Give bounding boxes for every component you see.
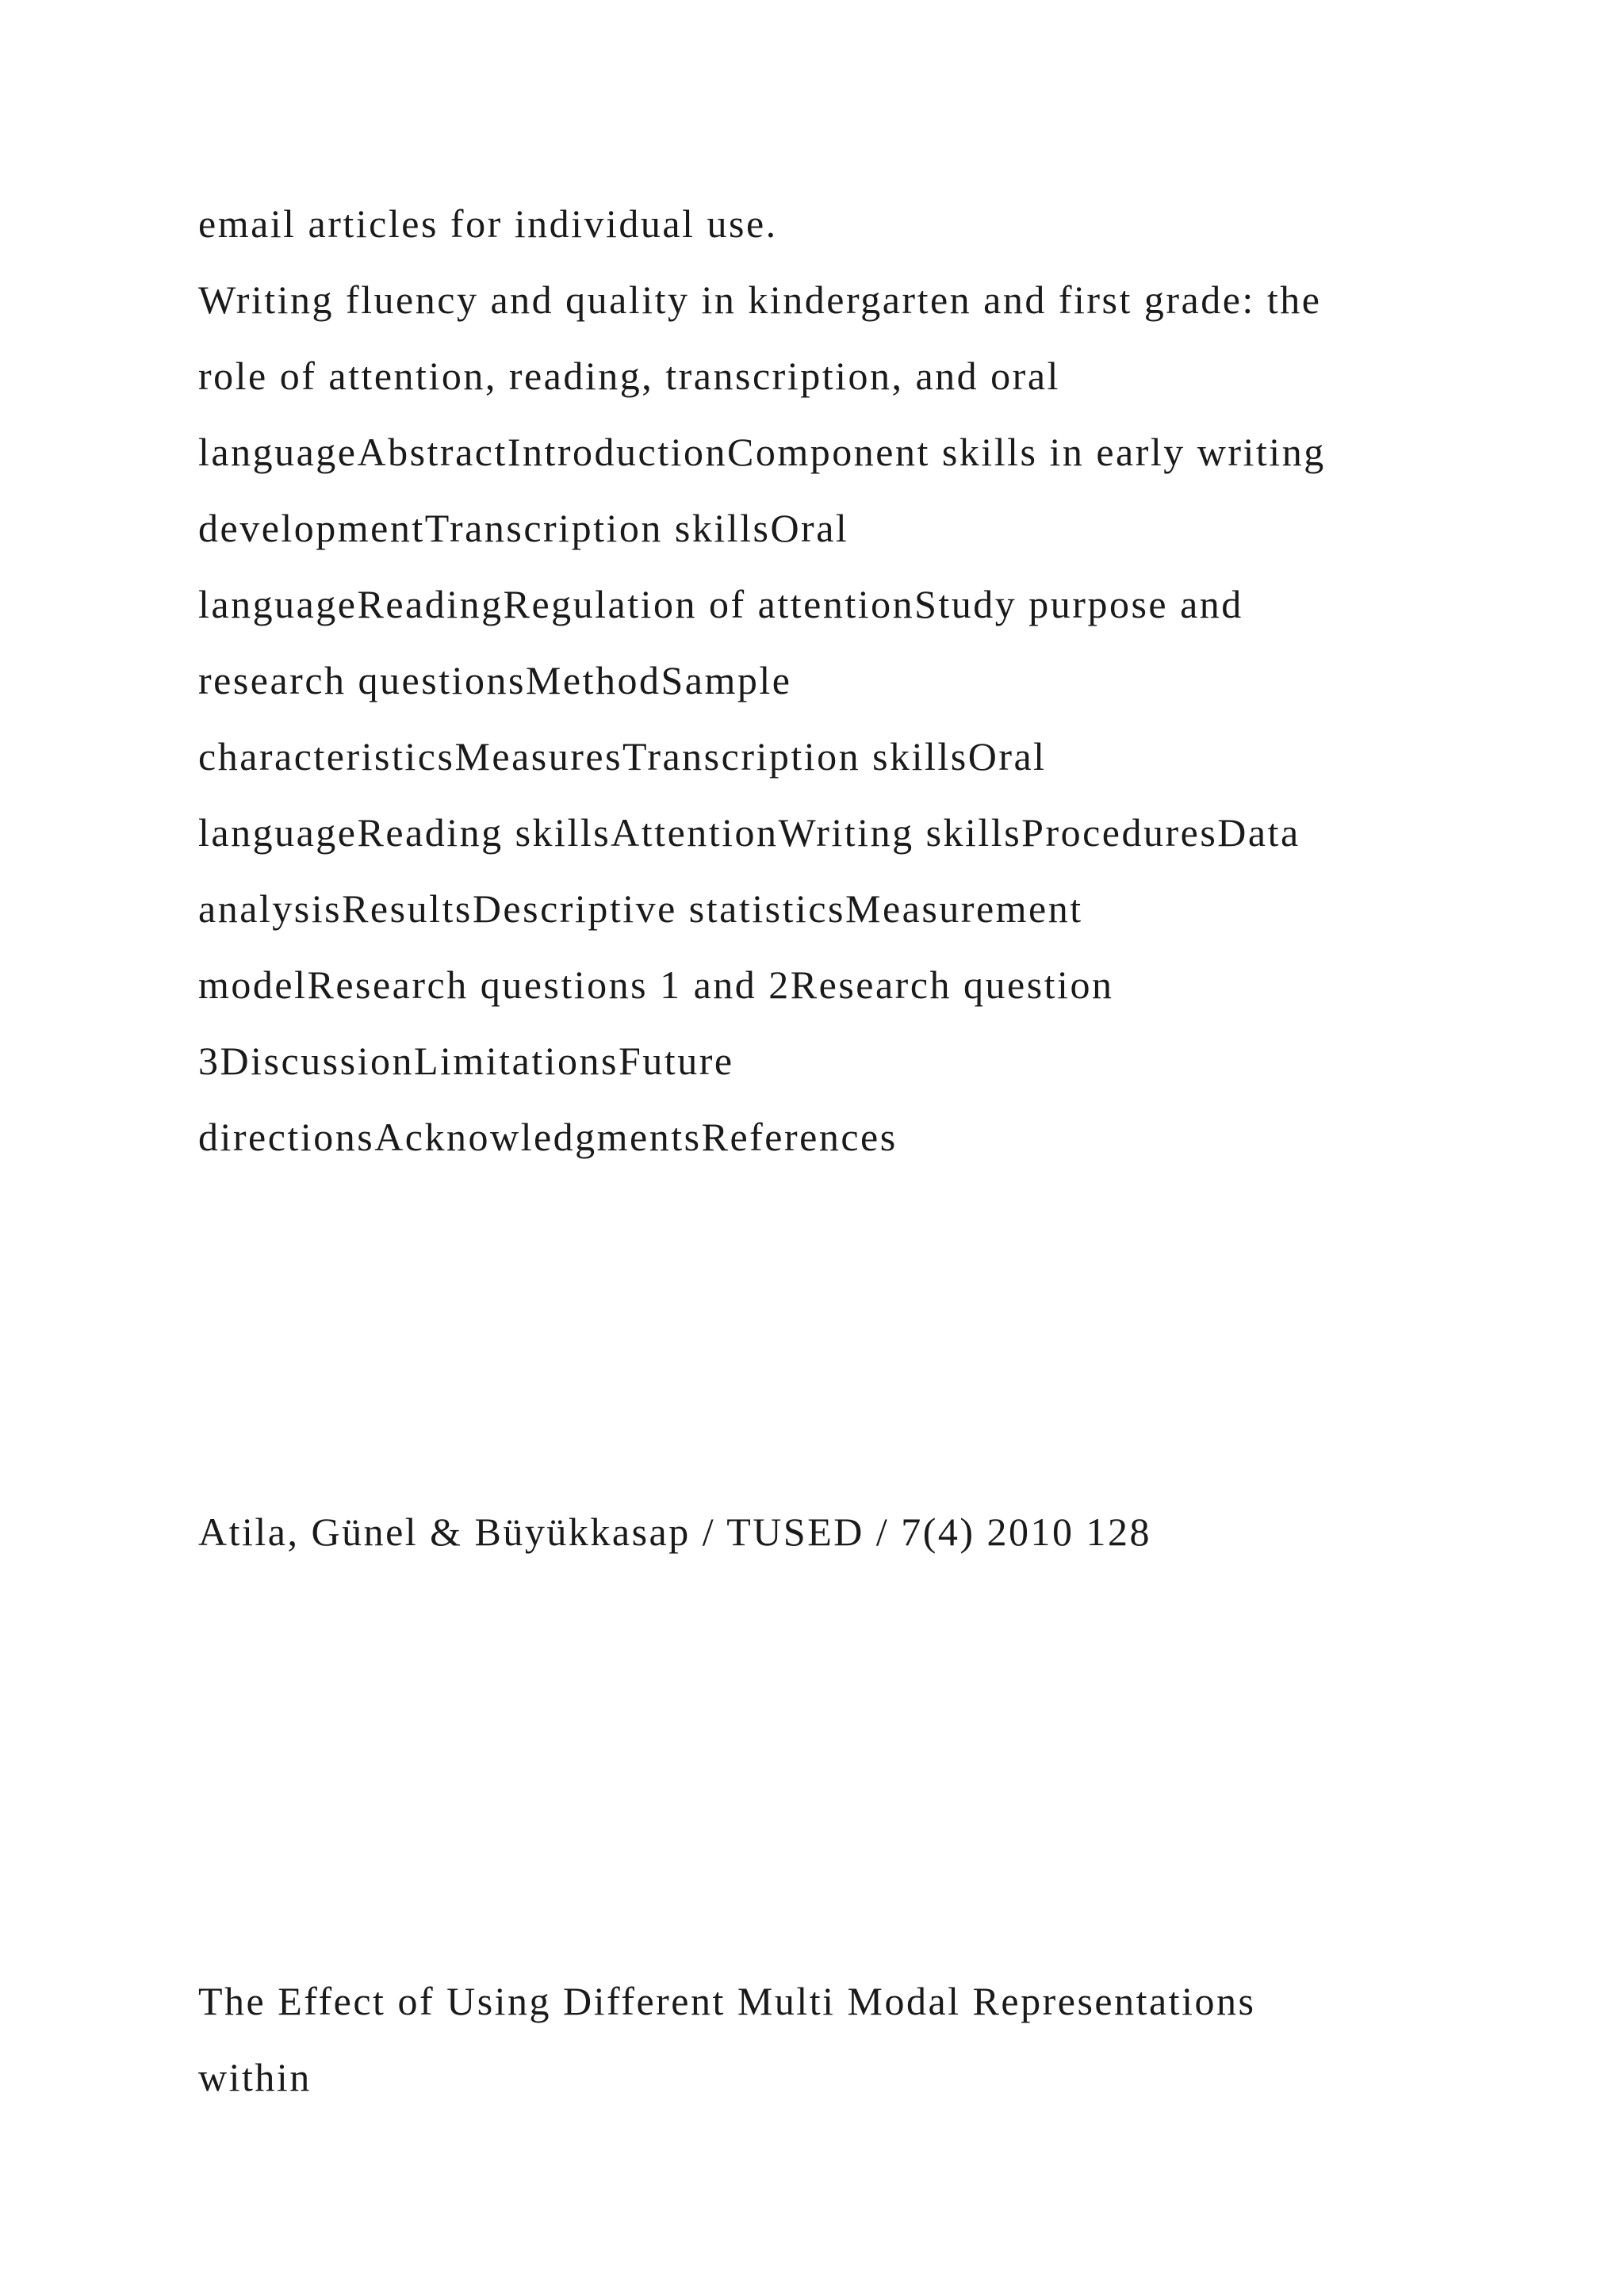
- running-header: Atila, Günel & Büyükkasap / TUSED / 7(4) 2010 128: [198, 1510, 1152, 1554]
- text-line: characteristicsMeasuresTranscription skillsOral: [198, 734, 1047, 779]
- text-line: email articles for individual use.: [198, 201, 778, 246]
- text-line: analysisResultsDescriptive statisticsMeasurement: [198, 886, 1083, 931]
- text-line: directionsAcknowledgmentsReferences: [198, 1115, 898, 1159]
- article-title-line: within: [198, 2055, 312, 2099]
- text-line: developmentTranscription skillsOral: [198, 506, 849, 550]
- text-line: role of attention, reading, transcription, and oral: [198, 354, 1060, 398]
- text-line: research questionsMethodSample: [198, 658, 792, 702]
- text-line: languageReading skillsAttentionWriting skillsProceduresData: [198, 810, 1300, 855]
- text-line: Writing fluency and quality in kindergarten and first grade: the: [198, 277, 1322, 322]
- article-title-line: The Effect of Using Different Multi Modal Representations: [198, 1979, 1256, 2023]
- text-line: languageReadingRegulation of attentionStudy purpose and: [198, 582, 1243, 626]
- text-line: languageAbstractIntroductionComponent skills in early writing: [198, 430, 1326, 474]
- text-line: 3DiscussionLimitationsFuture: [198, 1039, 734, 1083]
- text-line: modelResearch questions 1 and 2Research question: [198, 962, 1114, 1007]
